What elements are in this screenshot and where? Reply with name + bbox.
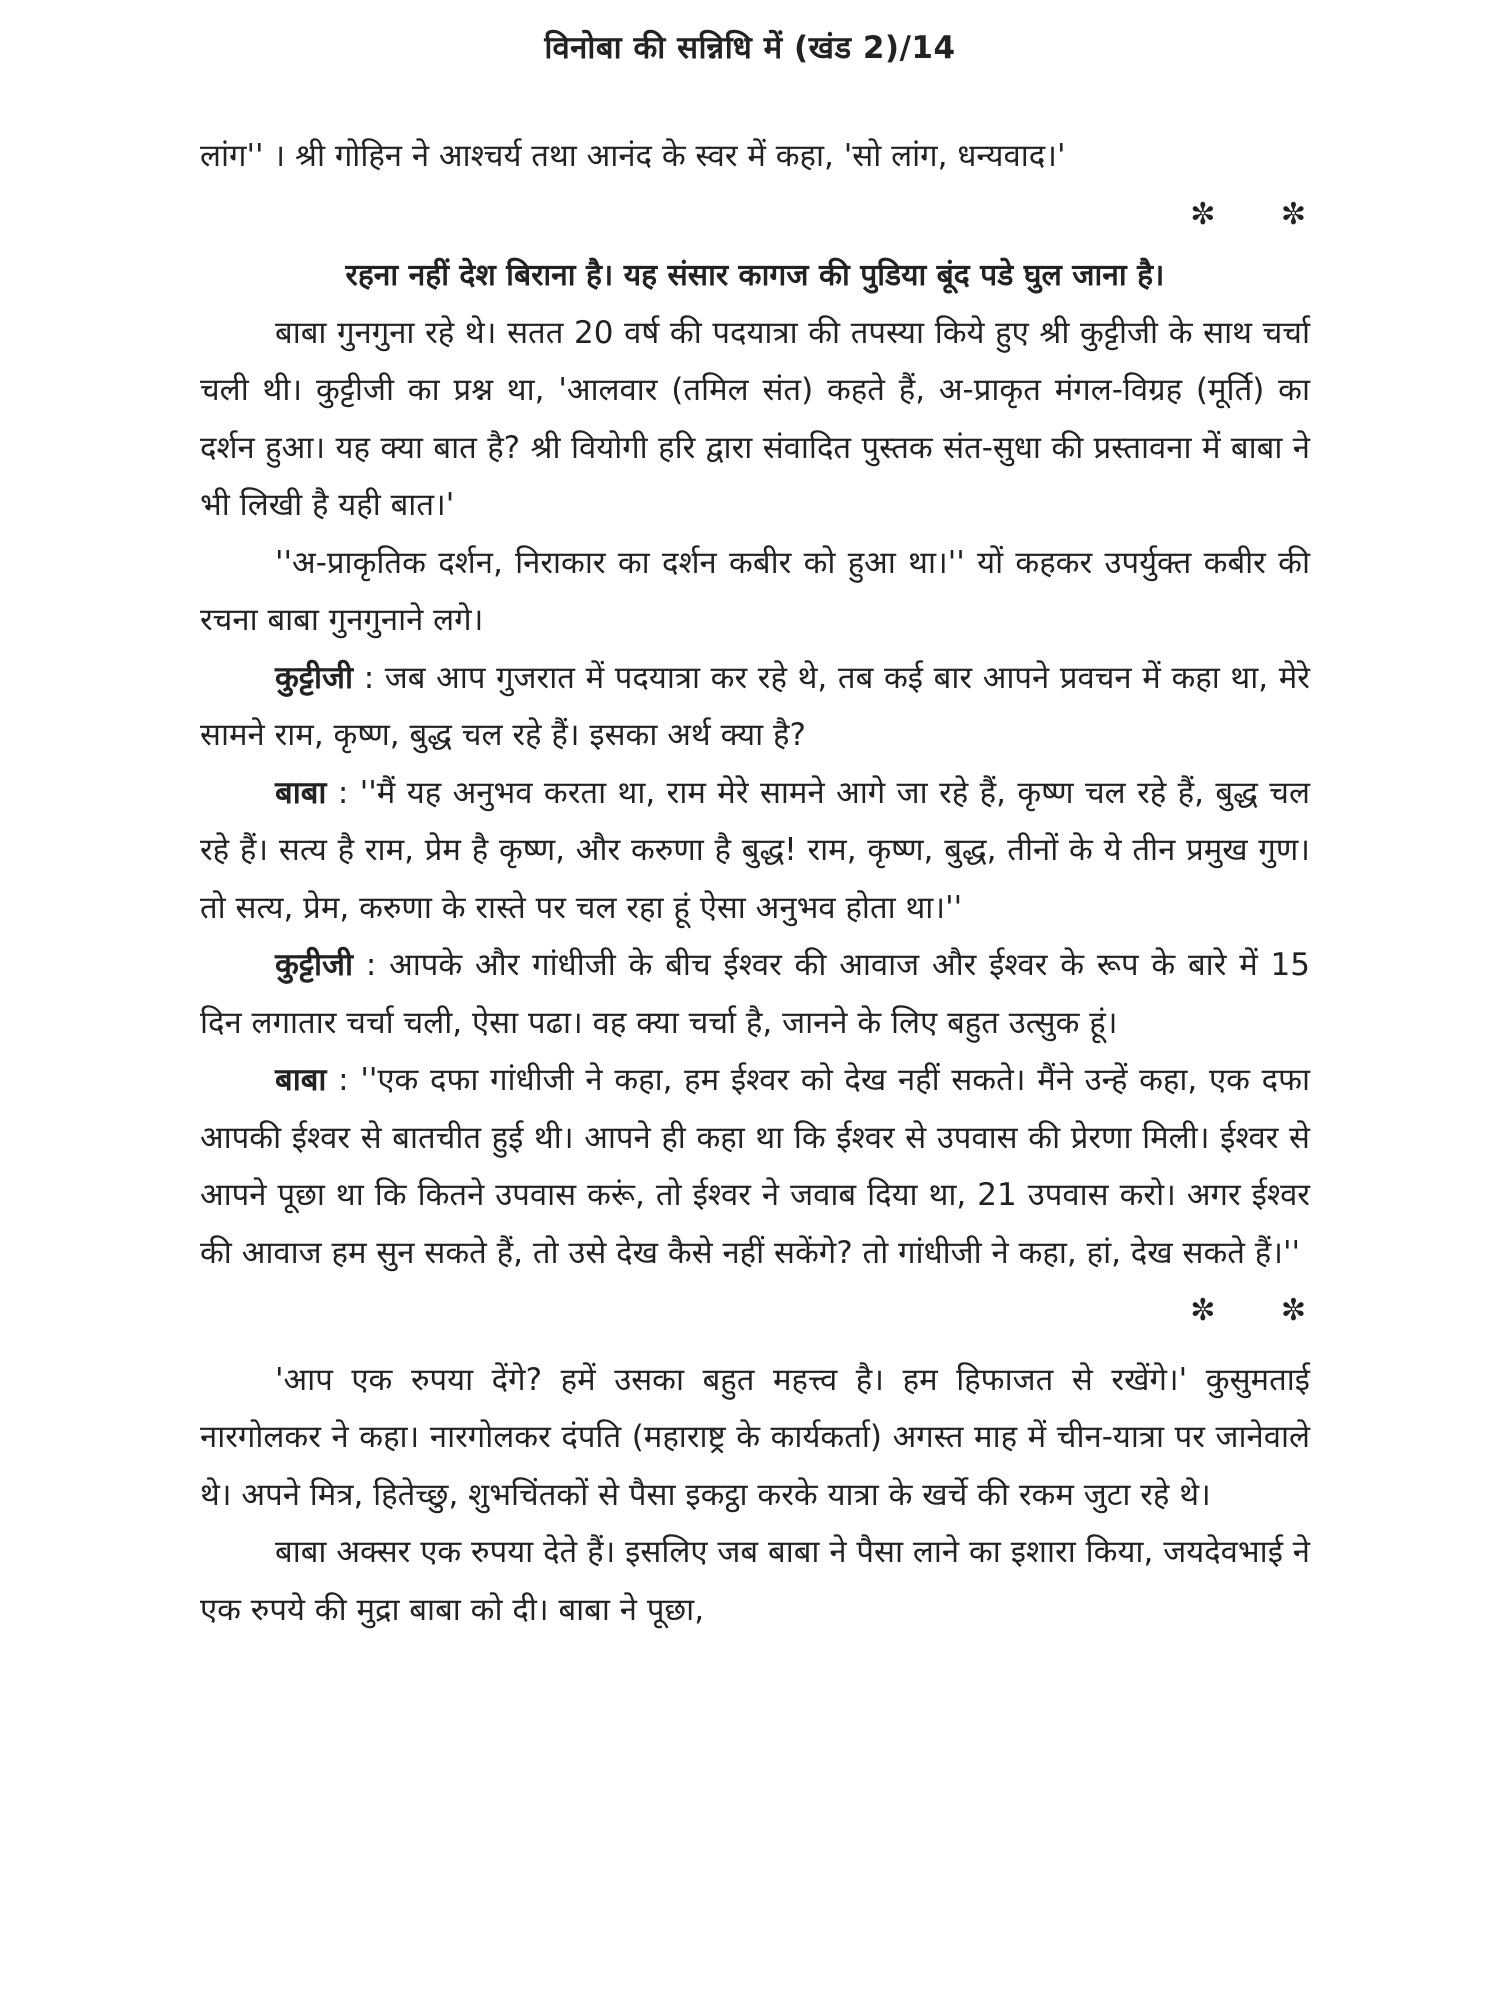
paragraph-3: ''अ-प्राकृतिक दर्शन, निराकार का दर्शन कबीर को हुआ था।'' यों कहकर उपर्युक्त कबीर की रचना बाबा गुनगुनाने लगे।: [200, 544, 1310, 638]
page-header: विनोबा की सन्निधि में (खंड 2)/14: [544, 30, 956, 66]
speaker-name: बाबा: [275, 1062, 327, 1098]
dialogue-text: : ''एक दफा गांधीजी ने कहा, हम ईश्वर को देख नहीं सकते। मैंने उन्हें कहा, एक दफा आपकी ईश्वर से बातचीत हुई थी। आपने ही कहा था कि ईश्वर से उपवास की प्रेरणा मिली। ईश्वर से आपने पूछा था कि कितने उपवास करूं, तो ईश्वर ने जवाब दिया था, 21 उपवास करो। अगर ईश्वर की आवाज हम सुन सकते हैं, तो उसे देख कैसे नहीं सकेंगे? तो गांधीजी ने कहा, हां, देख सकते हैं।'': [200, 1062, 1310, 1271]
dialogue-baba-1: [200, 765, 1310, 938]
speaker-name: बाबा: [275, 774, 327, 811]
paragraph-9: बाबा अक्सर एक रुपया देते हैं। इसलिए जब बाबा ने पैसा लाने का इशारा किया, जयदेवभाई ने एक रुपये की मुद्रा बाबा को दी। बाबा ने पूछा,: [200, 1534, 1310, 1628]
kabir-couplet: रहना नहीं देश बिराना है। यह संसार कागज की पुडिया बूंद पडे घुल जाना है।: [345, 258, 1165, 293]
dialogue-baba-2: [200, 1052, 1310, 1282]
dialogue-text: : ''मैं यह अनुभव करता था, राम मेरे सामने आगे जा रहे हैं, कृष्ण चल रहे हैं, बुद्ध चल रहे हैं। सत्य है राम, प्रेम है कृष्ण, और करुणा है बुद्ध! राम, कृष्ण, बुद्ध, तीनों के ये तीन प्रमुख गुण। तो सत्य, प्रेम, करुणा के रास्ते पर चल रहा हूं ऐसा अनुभव होता था।'': [200, 774, 1310, 926]
page-body: [200, 128, 1334, 1639]
dialogue-text: : जब आप गुजरात में पदयात्रा कर रहे थे, तब कई बार आपने प्रवचन में कहा था, मेरे सामने राम, कृष्ण, बुद्ध चल रहे हैं। इसका अर्थ क्या है?: [200, 659, 1310, 753]
paragraph-1: लांग'' । श्री गोहिन ने आश्चर्य तथा आनंद के स्वर में कहा, 'सो लांग, धन्यवाद।': [200, 138, 1066, 174]
speaker-name: कुट्टीजी: [275, 659, 354, 696]
paragraph-2: बाबा गुनगुना रहे थे। सतत 20 वर्ष की पदयात्रा की तपस्या किये हुए श्री कुट्टीजी के साथ चर्चा चली थी। कुट्टीजी का प्रश्न था, 'आलवार (तमिल संत) कहते हैं, अ-प्राकृत मंगल-विग्रह (मूर्ति) का दर्शन हुआ। यह क्या बात है? श्री वियोगी हरि द्वारा संवादित पुस्तक संत-सुधा की प्रस्तावना में बाबा ने भी लिखी है यही बात।': [200, 314, 1310, 523]
dialogue-kuttiji-2: [200, 937, 1310, 1052]
dialogue-text: : आपके और गांधीजी के बीच ईश्वर की आवाज और ईश्वर के रूप के बारे में 15 दिन लगातार चर्चा चली, ऐसा पढा। वह क्या चर्चा है, जानने के लिए बहुत उत्सुक हूं।: [200, 947, 1310, 1041]
section-separator-2: ✼ ✼: [1190, 1293, 1334, 1328]
paragraph-8: 'आप एक रुपया देंगे? हमें उसका बहुत महत्त्व है। हम हिफाजत से रखेंगे।' कुसुमताई नारगोलकर ने कहा। नारगोलकर दंपति (महाराष्ट्र के कार्यकर्ता) अगस्त माह में चीन-यात्रा पर जानेवाले थे। अपने मित्र, हितेच्छु, शुभचिंतकों से पैसा इकट्ठा करके यात्रा के खर्चे की रकम जुटा रहे थे।: [200, 1361, 1310, 1513]
dialogue-kuttiji-1: [200, 650, 1310, 765]
spacer: [200, 1340, 1310, 1352]
section-separator-1: ✼ ✼: [1190, 196, 1334, 232]
speaker-name: कुट्टीजी: [275, 947, 354, 983]
